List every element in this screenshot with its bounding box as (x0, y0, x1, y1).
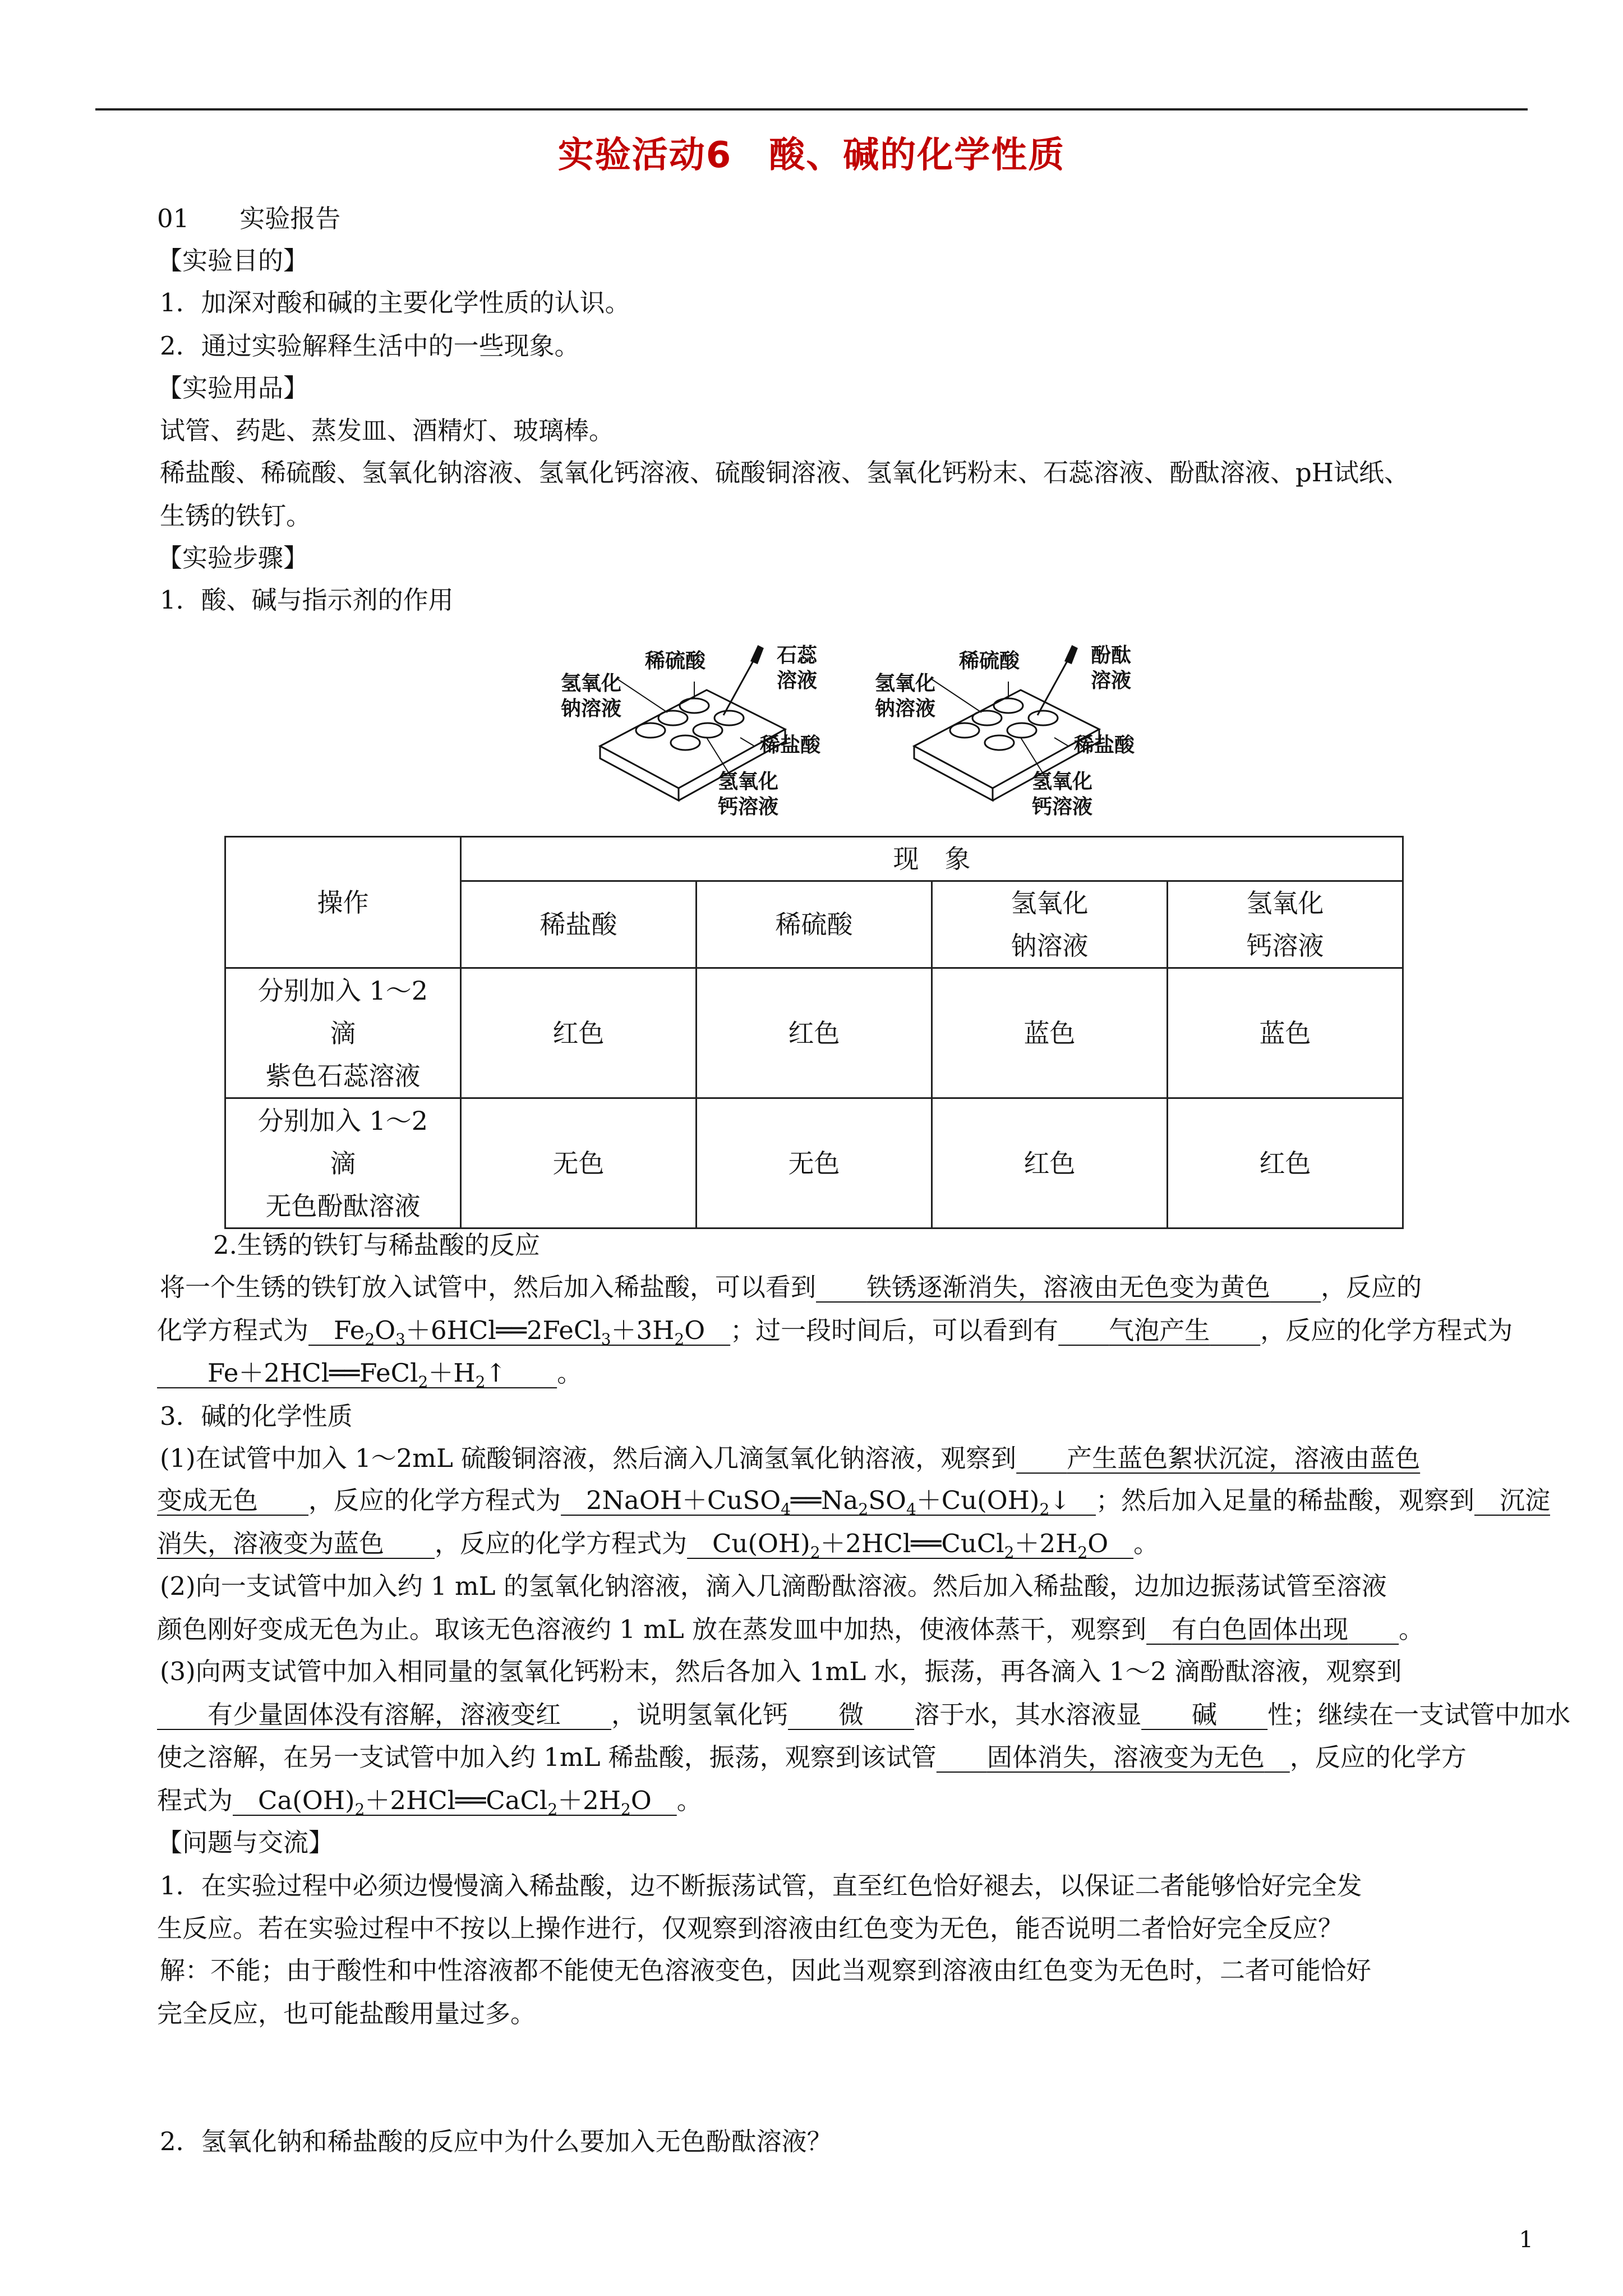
answer-blank: 产生蓝色絮状沉淀，溶液由蓝色 (1067, 1443, 1421, 1473)
table-row (225, 968, 1403, 1098)
page-title: 实验活动6 酸、碱的化学性质 (557, 135, 1066, 176)
table-col-naoh: 氢氧化 钠溶液 (932, 881, 1168, 968)
table-cell: 蓝色 (932, 968, 1168, 1098)
question-1-line-1: 1．在实验过程中必须边慢慢滴入稀盐酸，边不断振荡试管，直至红色恰好褪去，以保证二者能够恰好完全发 (160, 1871, 1362, 1901)
answer-blank: 气泡产生 (1109, 1315, 1210, 1345)
step3-1-line-2: 变成无色 ，反应的化学方程式为 $2NaOH+CuSO_4══Na_2SO_4+Cu(OH)_2↓$ ；然后加入足量的稀盐酸，观察到 沉淀 (157, 1485, 1551, 1519)
table-header-phenomenon: 现 象 (461, 837, 1403, 881)
table-row2-operation: 分别加入 1～2 滴 无色酚酞溶液 (225, 1098, 461, 1228)
answer-blank: 变成无色 (157, 1485, 259, 1515)
fig-left-label-right: 稀盐酸 (760, 734, 821, 757)
materials-line-2: 稀盐酸、稀硫酸、氢氧化钠溶液、氢氧化钙溶液、硫酸铜溶液、氢氧化钙粉末、石蕊溶液、酚酞溶液、pH试纸、 (160, 458, 1410, 487)
table-cell: 蓝色 (1168, 968, 1403, 1098)
observation-table (224, 836, 1404, 1229)
question-1-line-2: 生反应。若在实验过程中不按以上操作进行，仅观察到溶液由红色变为无色，能否说明二者恰好完全反应？ (157, 1913, 1344, 1943)
fig-left-label-dropper-1: 石蕊 (777, 644, 818, 667)
step3-3-line-2: 有少量固体没有溶解，溶液变红 ，说明氢氧化钙 微 溶于水，其水溶液显 碱 性；继续在一支试管中加水 (208, 1700, 1571, 1729)
fig-left-label-dropper-2: 溶液 (777, 669, 818, 692)
table-col-hcl: 稀盐酸 (461, 881, 697, 968)
fig-right-label-left-1: 氢氧化 (875, 672, 936, 695)
fig-left-label-top: 稀硫酸 (645, 650, 706, 673)
fig-left-label-bottom-2: 钙溶液 (718, 795, 779, 818)
materials-line-1: 试管、药匙、蒸发皿、酒精灯、玻璃棒。 (160, 416, 615, 445)
fig-right-label-right: 稀盐酸 (1074, 734, 1135, 757)
step3-2-line-2: 颜色刚好变成无色为止。取该无色溶液约 1 mL 放在蒸发皿中加热，使液体蒸干，观察到 有白色固体出现 。 (157, 1614, 1424, 1644)
table-row1-operation: 分别加入 1～2 滴 紫色石蕊溶液 (225, 968, 461, 1098)
step3-1-line-1: (1)在试管中加入 1～2mL 硫酸铜溶液，然后滴入几滴氢氧化钠溶液，观察到 产生蓝色絮状沉淀，溶液由蓝色 (160, 1443, 1421, 1473)
heading-discussion: 【问题与交流】 (157, 1828, 334, 1857)
step2-line-1: 将一个生锈的铁钉放入试管中，然后加入稀盐酸，可以看到 铁锈逐渐消失，溶液由无色变为黄色 ，反应的 (160, 1272, 1422, 1302)
answer-1-line-1: 解：不能；由于酸性和中性溶液都不能使无色溶液变色，因此当观察到溶液由红色变为无色时，二者可能恰好 (160, 1955, 1372, 1985)
equation-caoh2-hcl: $Ca(OH)_2+2HCl══CaCl_2+2H_2O$ (233, 1786, 677, 1819)
fig-right-label-top: 稀硫酸 (959, 650, 1020, 673)
equation-cuoh2-hcl: $Cu(OH)_2+2HCl══CuCl_2+2H_2O$ (687, 1529, 1134, 1562)
fig-left-label-bottom-1: 氢氧化 (718, 770, 779, 793)
answer-1-line-2: 完全反应，也可能盐酸用量过多。 (157, 1999, 536, 2028)
fig-right-label-dropper-2: 溶液 (1091, 669, 1132, 692)
heading-purpose: 【实验目的】 (157, 246, 309, 275)
fig-right-label-bottom-2: 钙溶液 (1032, 795, 1093, 818)
table-cell: 红色 (932, 1098, 1168, 1228)
step3-3-line-3: 使之溶解，在另一支试管中加入约 1mL 稀盐酸，振荡，观察到该试管 固体消失，溶液变为无色 ，反应的化学方 (157, 1742, 1467, 1772)
step3-2-line-1: (2)向一支试管中加入约 1 mL 的氢氧化钠溶液，滴入几滴酚酞溶液。然后加入稀盐酸，边加边振荡试管至溶液 (160, 1571, 1387, 1601)
equation-fe-hcl: $Fe+2HCl══FeCl_2+H_2↑$ (157, 1358, 557, 1391)
step3-title: 3．碱的化学性质 (160, 1401, 353, 1431)
table-col-h2so4: 稀硫酸 (697, 881, 932, 968)
step3-1-line-3: 消失，溶液变为蓝色 ，反应的化学方程式为 $Cu(OH)_2+2HCl══CuCl_2+2H_2O$ 。 (157, 1529, 1159, 1562)
table-row (225, 1098, 1403, 1228)
table-cell: 无色 (697, 1098, 932, 1228)
fig-left-label-left-2: 钠溶液 (561, 697, 622, 720)
step2-line-3: $Fe+2HCl══FeCl_2+H_2↑$ 。 (157, 1358, 583, 1391)
step3-3-line-4: 程式为 $Ca(OH)_2+2HCl══CaCl_2+2H_2O$ 。 (157, 1786, 702, 1819)
table-cell: 无色 (461, 1098, 697, 1228)
answer-blank: 铁锈逐渐消失，溶液由无色变为黄色 (866, 1272, 1271, 1302)
heading-materials: 【实验用品】 (157, 373, 309, 403)
step1-title: 1．酸、碱与指示剂的作用 (160, 585, 454, 615)
spot-plate-figure-litmus (561, 634, 875, 832)
page-number: 1 (1519, 2227, 1533, 2253)
table-cell: 红色 (461, 968, 697, 1098)
step2-title: 2.生锈的铁钉与稀盐酸的反应 (213, 1230, 540, 1260)
table-cell: 红色 (1168, 1098, 1403, 1228)
step3-3-line-1: (3)向两支试管中加入相同量的氢氧化钙粉末，然后各加入 1mL 水，振荡，再各滴入 1～2 滴酚酞溶液，观察到 (160, 1657, 1402, 1686)
materials-line-3: 生锈的铁钉。 (160, 501, 312, 531)
answer-blank: 微 (838, 1700, 864, 1729)
table-col-caoh2: 氢氧化 钙溶液 (1168, 881, 1403, 968)
answer-blank: 有少量固体没有溶解，溶液变红 (208, 1700, 561, 1729)
answer-blank: 碱 (1192, 1700, 1218, 1729)
answer-blank: 消失，溶液变为蓝色 (157, 1529, 385, 1558)
table-header-operation: 操作 (225, 837, 461, 968)
purpose-item-1: 1．加深对酸和碱的主要化学性质的认识。 (160, 288, 630, 318)
section-label: 01 实验报告 (157, 204, 341, 233)
equation-naoh-cuso4: $2NaOH+CuSO_4══Na_2SO_4+Cu(OH)_2↓$ (561, 1485, 1096, 1519)
heading-steps: 【实验步骤】 (157, 543, 309, 573)
fig-left-label-left-1: 氢氧化 (561, 672, 622, 695)
header-rule (95, 108, 1528, 111)
answer-blank: 固体消失，溶液变为无色 (986, 1742, 1265, 1772)
fig-right-label-dropper-1: 酚酞 (1091, 644, 1132, 667)
fig-right-label-bottom-1: 氢氧化 (1032, 770, 1093, 793)
answer-blank: 沉淀 (1500, 1485, 1551, 1515)
purpose-item-2: 2．通过实验解释生活中的一些现象。 (160, 331, 580, 361)
fig-right-label-left-2: 钠溶液 (875, 697, 936, 720)
question-2: 2．氢氧化钠和稀盐酸的反应中为什么要加入无色酚酞溶液？ (160, 2127, 832, 2156)
table-cell: 红色 (697, 968, 932, 1098)
step2-line-2: 化学方程式为 $Fe_2O_3+6HCl══2FeCl_3+3H_2O$ ；过一段时间后，可以看到有 气泡产生 ，反应的化学方程式为 (157, 1315, 1513, 1349)
equation-fe2o3-hcl: $Fe_2O_3+6HCl══2FeCl_3+3H_2O$ (308, 1315, 731, 1349)
spot-plate-figure-phenolphthalein (875, 634, 1189, 832)
answer-blank: 有白色固体出现 (1172, 1614, 1349, 1644)
